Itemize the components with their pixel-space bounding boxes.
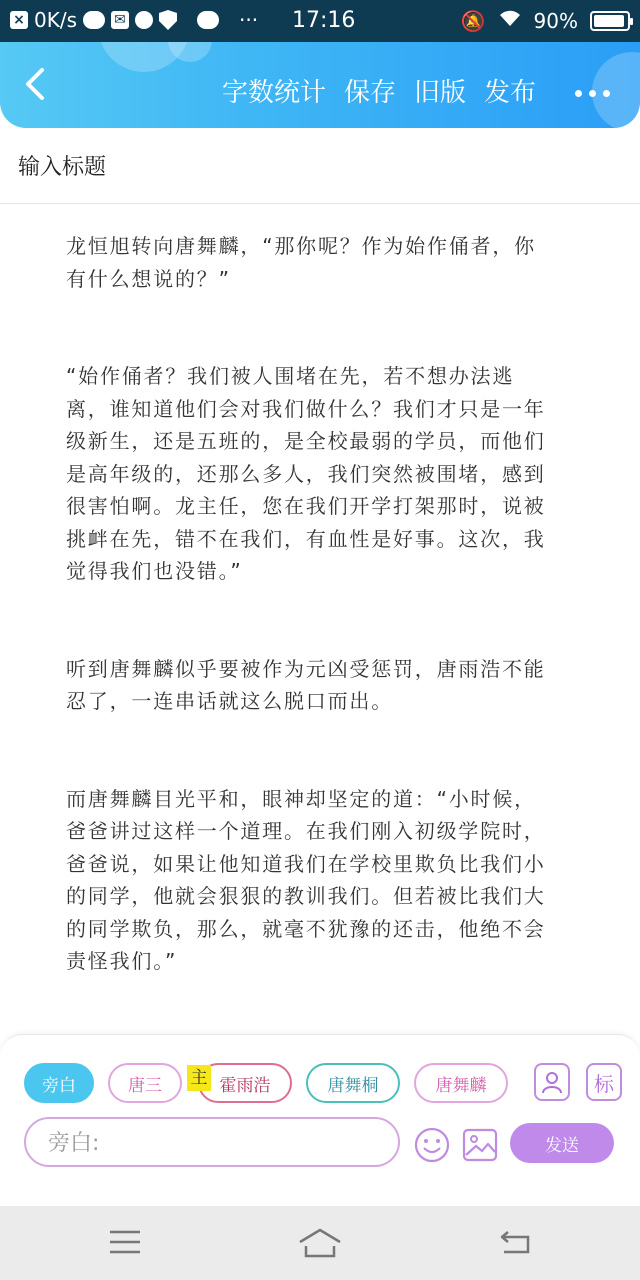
role-chip-narration[interactable]: 旁白: [24, 1063, 94, 1103]
send-button[interactable]: 发送: [510, 1123, 614, 1163]
more-dot-icon: [575, 90, 582, 97]
chevron-left-icon: [18, 64, 54, 104]
wifi-icon: [498, 8, 522, 33]
cloud-icon: [83, 11, 105, 29]
ball-icon: [135, 11, 153, 29]
status-bar: [0, 0, 640, 42]
home-icon: [298, 1228, 342, 1258]
battery-icon: [590, 11, 630, 31]
publish-button[interactable]: 发布: [483, 78, 536, 108]
paragraph: 龙恒旭转向唐舞麟，“那你呢？作为始作俑者，你有什么想说的？”: [66, 234, 536, 291]
composer-panel: [0, 1034, 640, 1168]
network-speed: 0K/s: [34, 8, 77, 32]
header: [0, 0, 640, 128]
back-button[interactable]: [18, 64, 54, 104]
paragraph: 而唐舞麟目光平和，眼神却坚定的道：“小时候，爸爸讲过这样一个道理。在我们刚入初级学院时，爸爸说，如果让他知道我们在学校里欺负比我们小的同学，他就会狠狠的教训我们。但若被比我们大的同学欺负，那么，就毫不犹豫的还击，他绝不会责怪我们。”: [66, 786, 546, 973]
role-chip-huo-yuhao[interactable]: 霍雨浩: [198, 1063, 292, 1103]
message-input-wrap: [24, 1117, 400, 1167]
notification-x-icon: ×: [10, 11, 28, 29]
mark-button[interactable]: 标: [586, 1063, 622, 1101]
role-chip-tang-wulin[interactable]: 唐舞麟: [414, 1063, 508, 1103]
return-icon: [498, 1228, 532, 1256]
old-version-button[interactable]: 旧版: [413, 78, 466, 108]
person-icon: [540, 1069, 564, 1095]
title-row: [0, 128, 640, 204]
main-role-tag: 主: [187, 1065, 211, 1091]
save-button[interactable]: 保存: [343, 78, 396, 108]
character-manage-button[interactable]: [534, 1063, 570, 1101]
mute-bell-icon: 🔕: [460, 8, 486, 33]
menu-icon: [108, 1228, 142, 1256]
app-notification-icon: [197, 11, 219, 29]
smiley-icon: [414, 1127, 450, 1163]
menu-nav-button[interactable]: [108, 1228, 142, 1260]
story-content[interactable]: [66, 230, 546, 1043]
more-dot-icon: [603, 90, 610, 97]
home-nav-button[interactable]: [298, 1228, 342, 1262]
image-button[interactable]: [462, 1127, 498, 1163]
image-icon: [462, 1127, 498, 1163]
battery-percent: 90%: [533, 8, 578, 33]
more-notifications: ···: [239, 8, 259, 32]
word-count-button[interactable]: 字数统计: [221, 78, 326, 108]
shield-icon: [159, 10, 177, 30]
paragraph: 听到唐舞麟似乎要被作为元凶受惩罚，唐雨浩不能忍了，一连串话就这么脱口而出。: [66, 656, 546, 713]
role-chip-tang-wutong[interactable]: 唐舞桐: [306, 1063, 400, 1103]
role-chip-tang-san[interactable]: 唐三: [108, 1063, 182, 1103]
message-input[interactable]: [48, 1127, 378, 1159]
app-bar: [0, 42, 640, 128]
mail-icon: ✉: [111, 11, 129, 29]
more-dot-icon: [589, 90, 596, 97]
system-nav-bar: [0, 1206, 640, 1280]
clock: 17:16: [292, 8, 356, 33]
paragraph: “始作俑者？我们被人围堵在先，若不想办法逃离，谁知道他们会对我们做什么？我们才只是一年级新生，还是五班的，是全校最弱的学员，而他们是高年级的，还那么多人，我们突然被围堵，感到很害怕啊。龙主任，您在我们开学打架那时，说被挑衅在先，错不在我们，有血性是好事。这次，我觉得我们也没错。”: [66, 364, 546, 583]
title-input[interactable]: [18, 150, 618, 184]
emoji-button[interactable]: [414, 1127, 450, 1163]
back-nav-button[interactable]: [498, 1228, 532, 1260]
more-options-button[interactable]: [575, 90, 610, 97]
